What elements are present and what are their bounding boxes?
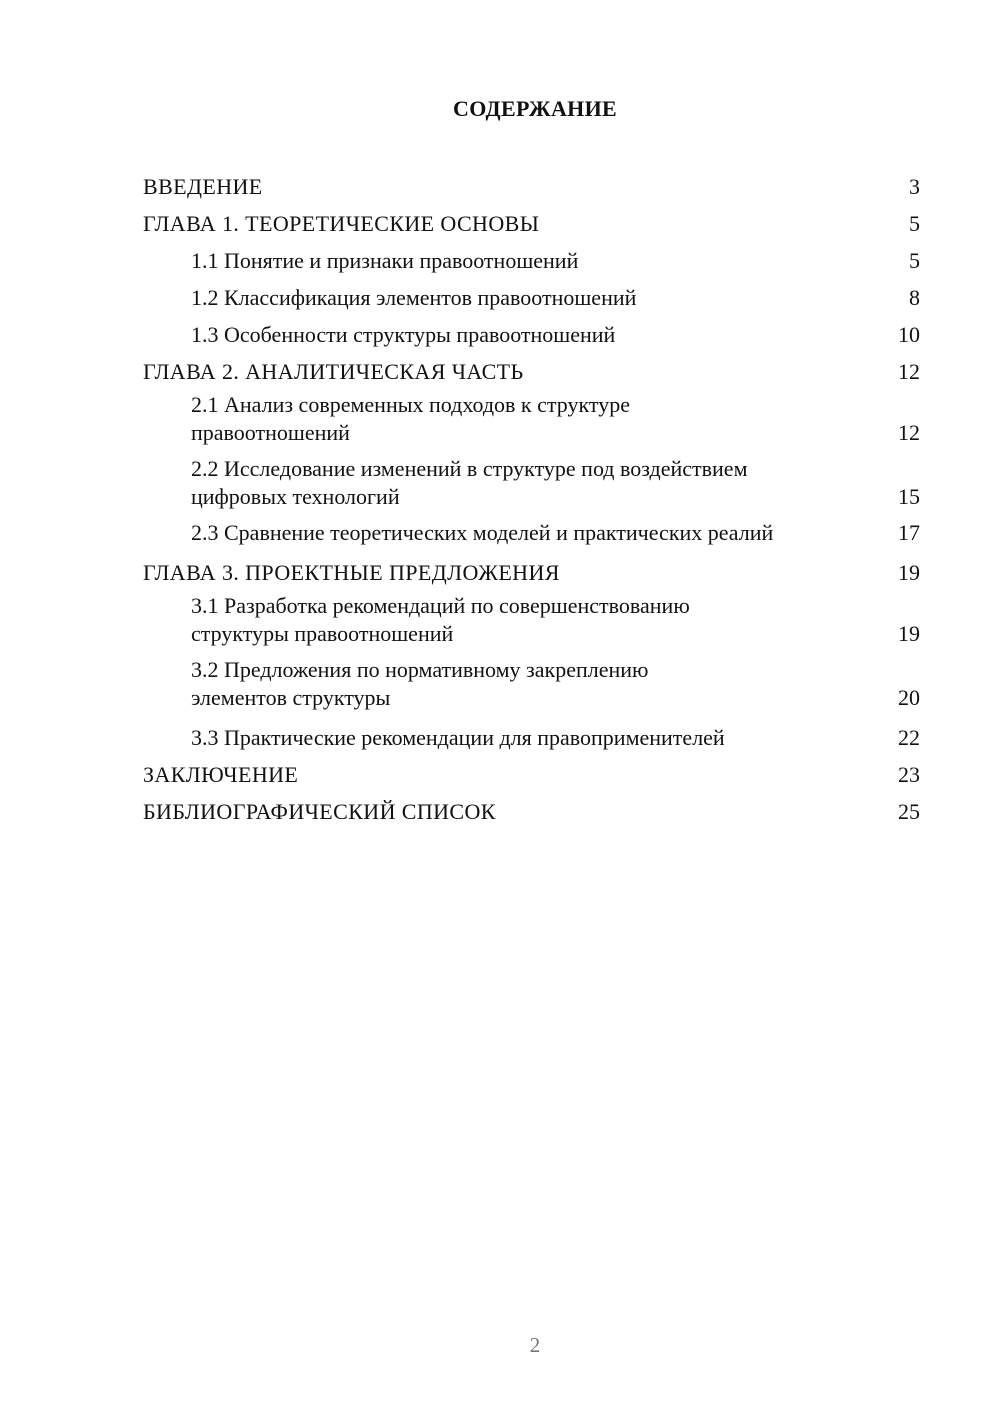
toc-entry-page: 19 xyxy=(898,621,920,646)
page-number: 2 xyxy=(529,1333,541,1357)
toc-entry-chapter-2[interactable] xyxy=(143,354,920,391)
toc-entry-page: 10 xyxy=(898,322,920,347)
toc-entry-section-3-2[interactable] xyxy=(143,656,920,720)
toc-entry-label: 1.3 Особенности структуры правоотношений xyxy=(191,322,616,347)
toc-entry-label: ГЛАВА 1. ТЕОРЕТИЧЕСКИЕ ОСНОВЫ xyxy=(143,211,540,236)
toc-entry-section-2-1[interactable] xyxy=(143,391,920,455)
toc-entry-chapter-3[interactable] xyxy=(143,555,920,592)
page-title: СОДЕРЖАНИЕ xyxy=(453,96,617,121)
toc-entry-label: 3.3 Практические рекомендации для правоприменителей xyxy=(191,725,725,750)
toc-entry-label: ГЛАВА 2. АНАЛИТИЧЕСКАЯ ЧАСТЬ xyxy=(143,359,524,384)
toc-entry-label: ВВЕДЕНИЕ xyxy=(143,174,263,199)
toc-entry-section-1-1[interactable] xyxy=(143,243,920,280)
toc-entry-page: 17 xyxy=(898,520,920,545)
toc-entry-page: 5 xyxy=(909,248,920,273)
toc-entry-section-3-3[interactable] xyxy=(143,720,920,757)
toc-entry-page: 15 xyxy=(898,484,920,509)
toc-entry-page: 25 xyxy=(898,799,920,824)
toc-entry-page: 8 xyxy=(909,285,920,310)
toc-entry-page: 3 xyxy=(909,174,920,199)
toc-entry-section-2-3[interactable] xyxy=(143,519,920,555)
toc-entry-label: 3.2 Предложения по нормативному закреплению элементов структуры xyxy=(191,657,649,710)
toc-entry-section-1-2[interactable] xyxy=(143,280,920,317)
toc-entry-introduction[interactable] xyxy=(143,169,920,206)
toc-entry-label: 2.2 Исследование изменений в структуре под воздействием цифровых технологий xyxy=(191,456,748,509)
toc-entry-section-2-2[interactable] xyxy=(143,455,920,519)
toc-entry-page: 12 xyxy=(898,420,920,445)
toc-entry-label: 1.2 Классификация элементов правоотношений xyxy=(191,285,637,310)
toc-entry-label: БИБЛИОГРАФИЧЕСКИЙ СПИСОК xyxy=(143,799,496,824)
toc-entry-bibliography[interactable] xyxy=(143,794,920,831)
toc-entry-label: 1.1 Понятие и признаки правоотношений xyxy=(191,248,579,273)
toc-entry-label: 3.1 Разработка рекомендаций по совершенствованию структуры правоотношений xyxy=(191,593,690,646)
toc-entry-label: ГЛАВА 3. ПРОЕКТНЫЕ ПРЕДЛОЖЕНИЯ xyxy=(143,560,560,585)
toc-entry-conclusion[interactable] xyxy=(143,757,920,794)
toc-entry-page: 23 xyxy=(898,762,920,787)
toc-entry-page: 22 xyxy=(898,725,920,750)
toc-entry-chapter-1[interactable] xyxy=(143,206,920,243)
toc-entry-page: 20 xyxy=(898,685,920,710)
toc-entry-label: ЗАКЛЮЧЕНИЕ xyxy=(143,762,299,787)
table-of-contents xyxy=(143,169,920,831)
toc-entry-section-1-3[interactable] xyxy=(143,317,920,354)
toc-entry-page: 19 xyxy=(898,560,920,585)
toc-entry-label: 2.1 Анализ современных подходов к структуре правоотношений xyxy=(191,392,630,445)
toc-entry-page: 5 xyxy=(909,211,920,236)
toc-entry-page: 12 xyxy=(898,359,920,384)
toc-entry-label: 2.3 Сравнение теоретических моделей и практических реалий xyxy=(191,520,774,545)
toc-entry-section-3-1[interactable] xyxy=(143,592,920,656)
